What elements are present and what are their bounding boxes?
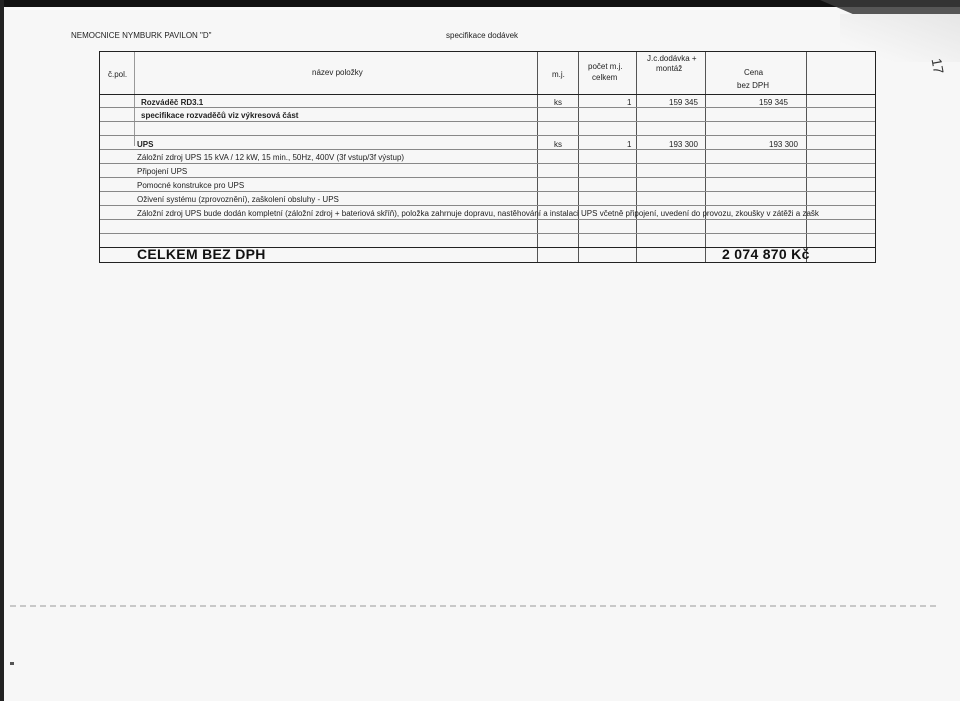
col-divider: [806, 52, 807, 262]
col-divider: [636, 52, 637, 262]
col-header-jc-2: montáž: [656, 64, 683, 73]
item-qty: 1: [627, 140, 632, 149]
header-rule: [100, 94, 875, 95]
handwritten-page-number: 17: [928, 56, 948, 76]
scan-edge-left: [0, 0, 4, 701]
item-detail: Připojení UPS: [137, 167, 188, 176]
item-unit-price: 159 345: [669, 98, 698, 107]
specification-table: [99, 51, 876, 263]
row-rule: [100, 149, 875, 150]
col-header-pocet-1: počet m.j.: [588, 62, 623, 71]
row-rule: [100, 219, 875, 220]
col-header-cpol: č.pol.: [108, 70, 128, 79]
total-label: CELKEM BEZ DPH: [137, 246, 266, 262]
item-price: 193 300: [769, 140, 798, 149]
col-header-mj: m.j.: [552, 70, 565, 79]
scan-edge-top: [0, 0, 960, 7]
col-divider: [578, 52, 579, 262]
item-detail: specifikace rozvaděčů viz výkresová část: [141, 111, 299, 120]
scan-artifact-dot: [10, 662, 14, 665]
item-qty: 1: [627, 98, 632, 107]
row-rule: [100, 107, 875, 108]
item-name: UPS: [137, 140, 154, 149]
item-detail: Oživení systému (zprovoznění), zaškolení obsluhy - UPS: [137, 195, 339, 204]
col-header-nazev: název položky: [312, 68, 363, 77]
project-name: NEMOCNICE NYMBURK PAVILON "D": [71, 31, 212, 40]
item-name: Rozváděč RD3.1: [141, 98, 204, 107]
item-price: 159 345: [759, 98, 788, 107]
document-title: specifikace dodávek: [446, 31, 519, 40]
scan-artifact-line: [10, 605, 940, 607]
item-unit: ks: [554, 98, 562, 107]
item-detail-note: Záložní zdroj UPS bude dodán kompletní (záložní zdroj + bateriová skříň), položka zahrnuje dopravu, nastěhování a instalaci UPS včetně připojení, uvedení do provozu, zkoušky v zátěži a zašk: [137, 209, 819, 218]
row-rule: [100, 121, 875, 122]
col-divider: [537, 52, 538, 262]
col-divider: [134, 52, 135, 146]
row-rule: [100, 163, 875, 164]
col-header-cena-1: Cena: [744, 68, 764, 77]
item-detail: Záložní zdroj UPS 15 kVA / 12 kW, 15 min., 50Hz, 400V (3f vstup/3f výstup): [137, 153, 405, 162]
item-detail: Pomocné konstrukce pro UPS: [137, 181, 245, 190]
row-rule: [100, 135, 875, 136]
row-rule: [100, 191, 875, 192]
col-divider: [705, 52, 706, 262]
item-unit: ks: [554, 140, 562, 149]
row-rule: [100, 177, 875, 178]
total-value: 2 074 870 Kč: [722, 246, 810, 262]
item-unit-price: 193 300: [669, 140, 698, 149]
row-rule: [100, 233, 875, 234]
col-header-pocet-2: celkem: [592, 73, 618, 82]
col-header-cena-2: bez DPH: [737, 81, 770, 90]
col-header-jc-1: J.c.dodávka +: [647, 54, 697, 63]
row-rule: [100, 205, 875, 206]
